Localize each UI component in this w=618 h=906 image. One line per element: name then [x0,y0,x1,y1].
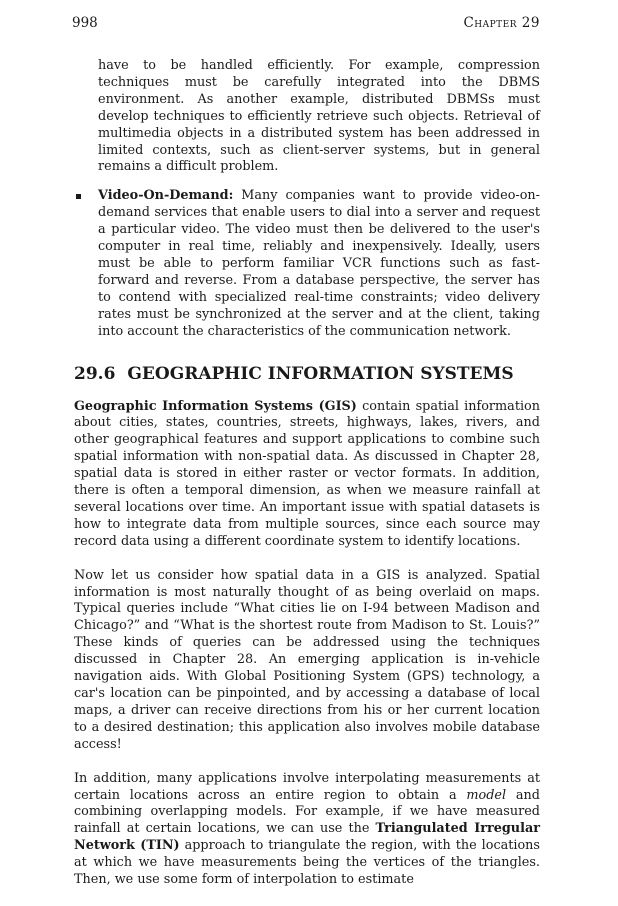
model-emphasis: model [466,787,507,803]
gis-term: Geographic Information Systems (GIS) [74,398,357,414]
bullet-term: Video-On-Demand: [98,188,234,204]
bullet-square-icon [76,194,81,199]
section-number: 29.6 [74,363,116,384]
interp-text-a: In addition, many applications involve interpolating measurements at certain locations across an entire region to obtain a [74,770,540,803]
page-number: 998 [72,15,98,31]
continued-bullet-text [98,58,540,176]
bullet-video-on-demand [98,188,540,340]
paragraph-gis-analysis [74,568,540,754]
continued-text: have to be handled efficiently. For example, compression techniques must be carefully integrated into the DBMS environment. As another example, distributed DBMSs must develop techniques to efficiently retrieve such objects. Retrieval of multimedia objects in a distributed system has been addressed in limited contexts, such as client-server systems, but in general remains a difficult problem. [98,58,540,175]
gis-intro-text: contain spatial information about cities, states, countries, streets, highways, lakes, rivers, and other geographical features and support applications to combine such spatial information with non-spatial data. As discussed in Chapter 28, spatial data is stored in either raster or vector formats. In addition, there is often a temporal dimension, as when we measure rainfall at several locations over time. An important issue with spatial datasets is how to integrate data from multiple sources, since each source may record data using a different coordinate system to identify locations. [74,398,540,549]
paragraph-interpolation [74,771,540,889]
chapter-label: Chapter 29 [463,15,540,31]
bullet-text: Many companies want to provide video-on-demand services that enable users to dial into a server and request a particular video. The video must then be delivered to the user's computer in real time, reliably and inexpensively. Ideally, users must be able to perform familiar VCR functions such as fast-forward and reverse. From a database perspective, the server has to contend with specialized real-time constraints; video delivery rates must be synchronized at the server and at the client, taking into account the characteristics of the communication network. [98,188,540,339]
running-header [72,15,540,31]
paragraph-gis-intro [74,399,540,551]
interp-text-c: approach to triangulate the region, with the locations at which we have measurements being the vertices of the triangles. Then, we use some form of interpolation to estimate [74,838,540,888]
interp-text-b: and combining overlapping models. For example, if we have measured rainfall at certain locations, we can use the [74,787,540,837]
gis-analysis-text: Now let us consider how spatial data in a GIS is analyzed. Spatial information is most naturally thought of as being overlaid on maps. Typical queries include “What cities lie on I-94 between Madison and Chicago?” and “What is the shortest route from Madison to St. Louis?” These kinds of queries can be addressed using the techniques discussed in Chapter 28. An emerging application is in-vehicle navigation aids. With Global Positioning System (GPS) technology, a car's location can be pinpointed, and by accessing a database of local maps, a driver can receive directions from his or her current location to a desired destination; this application also involves mobile database access! [74,567,540,752]
tin-term: Triangulated Irregular Network (TIN) [74,821,540,854]
section-title: GEOGRAPHIC INFORMATION SYSTEMS [127,363,514,384]
section-heading [74,363,540,385]
page-body [74,58,540,906]
